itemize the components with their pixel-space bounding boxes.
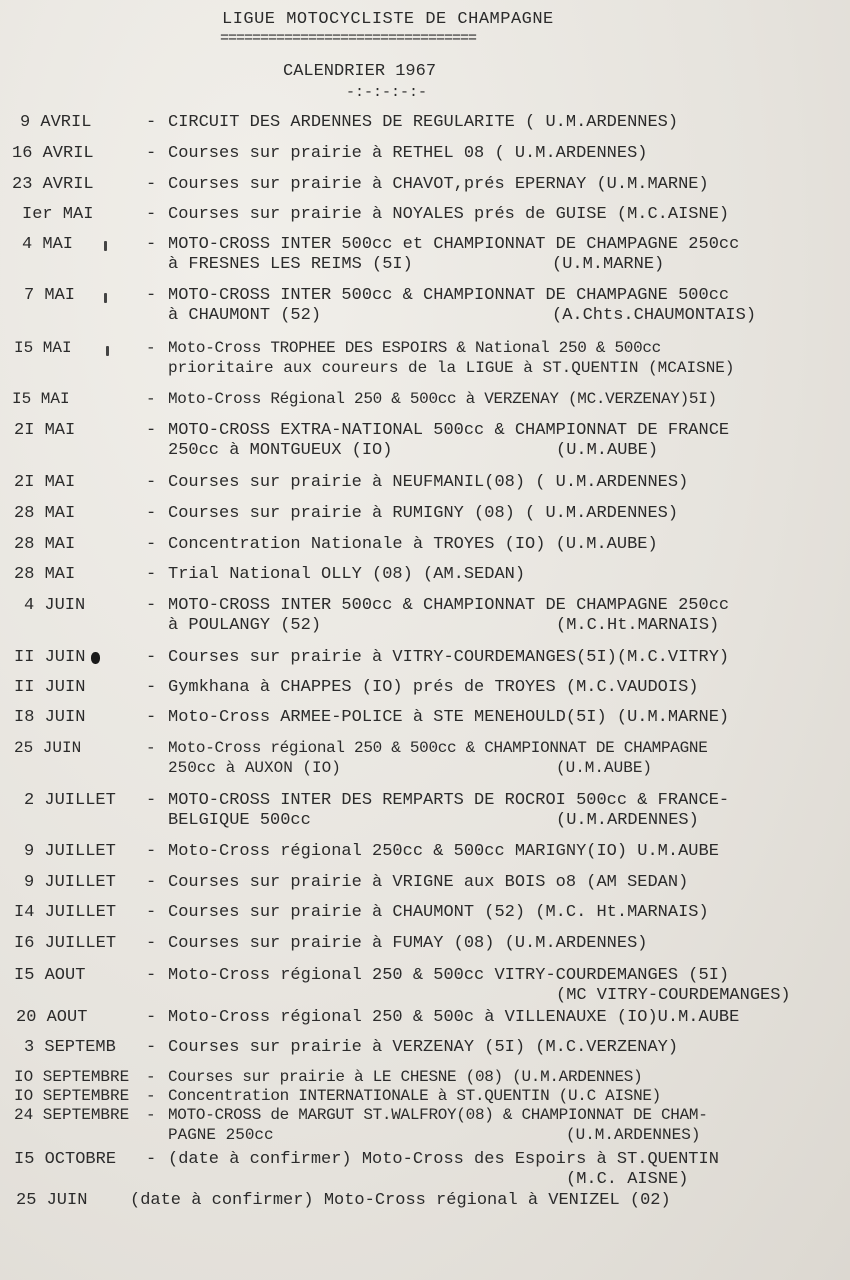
margin-tick-mark [104,241,107,251]
event-date: 4 JUIN [24,596,86,615]
event-date: I5 AOUT [14,966,86,985]
dash-separator: - [146,678,157,697]
dash-separator: - [146,791,157,810]
event-description-continued: à CHAUMONT (52) [168,306,322,325]
dash-separator: - [146,473,157,492]
dash-separator: - [146,1068,156,1086]
event-organizer: (U.M.MARNE) [552,255,665,274]
event-description-continued: prioritaire aux coureurs de la LIGUE à ST.QUENTIN (MCAISNE) [168,359,735,377]
title-underline: ================================ [220,30,477,47]
event-date: IO SEPTEMBRE [14,1068,130,1086]
event-date: 9 JUILLET [24,842,116,861]
event-description-continued: BELGIQUE 500cc [168,811,311,830]
event-date: I5 MAI [14,339,72,357]
event-date: Ier MAI [22,205,94,224]
dash-separator: - [146,205,157,224]
event-description: Courses sur prairie à VRIGNE aux BOIS o8 (AM SEDAN) [168,873,689,892]
dash-separator: - [146,113,157,132]
event-description: Moto-Cross Régional 250 & 500cc à VERZENAY (MC.VERZENAY)5I) [168,390,717,408]
event-description: Courses sur prairie à FUMAY (08) (U.M.ARDENNES) [168,934,648,953]
dash-separator: - [146,842,157,861]
event-date: 2I MAI [14,421,76,440]
event-description: Gymkhana à CHAPPES (IO) prés de TROYES (M.C.VAUDOIS) [168,678,699,697]
event-description-continued: à POULANGY (52) [168,616,322,635]
event-date: 25 JUIN [14,739,82,757]
event-date: II JUIN [14,678,86,697]
dash-separator: - [146,648,157,667]
event-date: 25 JUIN [16,1191,88,1210]
dash-separator: - [146,1038,157,1057]
event-description: MOTO-CROSS de MARGUT ST.WALFROY(08) & CHAMPIONNAT DE CHAM- [168,1106,708,1124]
event-description: (date à confirmer) Moto-Cross des Espoirs à ST.QUENTIN [168,1150,719,1169]
subtitle-underline: -:-:-:-:- [346,84,428,101]
dash-separator: - [146,535,157,554]
dash-separator: - [146,286,157,305]
event-description: MOTO-CROSS EXTRA-NATIONAL 500cc & CHAMPIONNAT DE FRANCE [168,421,730,440]
event-date: I5 MAI [12,390,70,408]
event-organizer: (M.C. AISNE) [566,1170,689,1189]
event-description: MOTO-CROSS INTER DES REMPARTS DE ROCROI 500cc & FRANCE- [168,791,730,810]
document-subtitle: CALENDRIER 1967 [283,62,437,81]
event-date: II JUIN [14,648,86,667]
dash-separator: - [146,1008,157,1027]
event-date: 3 SEPTEMB [24,1038,116,1057]
event-description: Trial National OLLY (08) (AM.SEDAN) [168,565,526,584]
dash-separator: - [146,966,157,985]
event-date: I8 JUIN [14,708,86,727]
dash-separator: - [146,390,156,408]
event-description-continued: 250cc à MONTGUEUX (IO) [168,441,393,460]
event-description: Courses sur prairie à VERZENAY (5I) (M.C.VERZENAY) [168,1038,679,1057]
dash-separator: - [146,339,156,357]
event-organizer: (M.C.Ht.MARNAIS) [556,616,720,635]
event-date: 9 JUILLET [24,873,116,892]
document-title: LIGUE MOTOCYCLISTE DE CHAMPAGNE [222,10,554,29]
dash-separator: - [146,873,157,892]
ink-blot [91,652,100,664]
dash-separator: - [146,903,157,922]
event-date: 7 MAI [24,286,76,305]
event-description: Moto-Cross ARMEE-POLICE à STE MENEHOULD(5I) (U.M.MARNE) [168,708,730,727]
event-description: MOTO-CROSS INTER 500cc & CHAMPIONNAT DE CHAMPAGNE 250cc [168,596,730,615]
event-organizer: (U.M.ARDENNES) [566,1126,701,1144]
event-description: (date à confirmer) Moto-Cross régional à VENIZEL (02) [130,1191,671,1210]
event-description: Moto-Cross régional 250 & 500c à VILLENAUXE (IO)U.M.AUBE [168,1008,740,1027]
event-date: I5 OCTOBRE [14,1150,117,1169]
event-description-continued: à FRESNES LES REIMS (5I) [168,255,413,274]
event-description: Moto-Cross régional 250 & 500cc & CHAMPIONNAT DE CHAMPAGNE [168,739,708,757]
dash-separator: - [146,144,157,163]
event-description: Moto-Cross régional 250 & 500cc VITRY-COURDEMANGES (5I) [168,966,730,985]
event-organizer: (U.M.AUBE) [556,759,653,777]
dash-separator: - [146,421,157,440]
event-organizer: (MC VITRY-COURDEMANGES) [556,986,791,1005]
event-description: Courses sur prairie à NEUFMANIL(08) ( U.M.ARDENNES) [168,473,689,492]
dash-separator: - [146,1087,156,1105]
event-description: Concentration Nationale à TROYES (IO) (U.M.AUBE) [168,535,658,554]
event-description: MOTO-CROSS INTER 500cc & CHAMPIONNAT DE CHAMPAGNE 500cc [168,286,730,305]
event-date: 28 MAI [14,565,76,584]
event-date: 16 AVRIL [12,144,94,163]
event-date: I6 JUILLET [14,934,117,953]
dash-separator: - [146,1150,157,1169]
event-description-continued: 250cc à AUXON (IO) [168,759,341,777]
event-organizer: (A.Chts.CHAUMONTAIS) [552,306,757,325]
event-date: 20 AOUT [16,1008,88,1027]
event-description: Courses sur prairie à NOYALES prés de GUISE (M.C.AISNE) [168,205,730,224]
event-description: Courses sur prairie à RETHEL 08 ( U.M.ARDENNES) [168,144,648,163]
event-description: Moto-Cross régional 250cc & 500cc MARIGNY(IO) U.M.AUBE [168,842,719,861]
event-date: 28 MAI [14,504,76,523]
event-description: Courses sur prairie à CHAUMONT (52) (M.C. Ht.MARNAIS) [168,903,709,922]
event-organizer: (U.M.ARDENNES) [556,811,699,830]
dash-separator: - [146,565,157,584]
dash-separator: - [146,1106,156,1124]
event-description: Courses sur prairie à RUMIGNY (08) ( U.M.ARDENNES) [168,504,679,523]
event-organizer: (U.M.AUBE) [556,441,659,460]
event-description: Moto-Cross TROPHEE DES ESPOIRS & National 250 & 500cc [168,339,661,357]
dash-separator: - [146,934,157,953]
event-description-continued: PAGNE 250cc [168,1126,274,1144]
event-description: Courses sur prairie à LE CHESNE (08) (U.M.ARDENNES) [168,1068,643,1086]
event-date: I4 JUILLET [14,903,117,922]
event-description: Courses sur prairie à CHAVOT,prés EPERNAY (U.M.MARNE) [168,175,709,194]
event-description: CIRCUIT DES ARDENNES DE REGULARITE ( U.M.ARDENNES) [168,113,679,132]
event-description: Concentration INTERNATIONALE à ST.QUENTIN (U.C AISNE) [168,1087,661,1105]
event-date: 24 SEPTEMBRE [14,1106,130,1124]
event-date: IO SEPTEMBRE [14,1087,130,1105]
event-date: 23 AVRIL [12,175,94,194]
event-date: 2I MAI [14,473,76,492]
event-description: MOTO-CROSS INTER 500cc et CHAMPIONNAT DE CHAMPAGNE 250cc [168,235,740,254]
event-date: 4 MAI [22,235,74,254]
margin-tick-mark [106,346,109,356]
dash-separator: - [146,175,157,194]
dash-separator: - [146,739,156,757]
margin-tick-mark [104,293,107,303]
event-description: Courses sur prairie à VITRY-COURDEMANGES(5I)(M.C.VITRY) [168,648,730,667]
event-date: 2 JUILLET [24,791,116,810]
dash-separator: - [146,504,157,523]
event-date: 28 MAI [14,535,76,554]
dash-separator: - [146,596,157,615]
dash-separator: - [146,235,157,254]
dash-separator: - [146,708,157,727]
event-date: 9 AVRIL [20,113,92,132]
